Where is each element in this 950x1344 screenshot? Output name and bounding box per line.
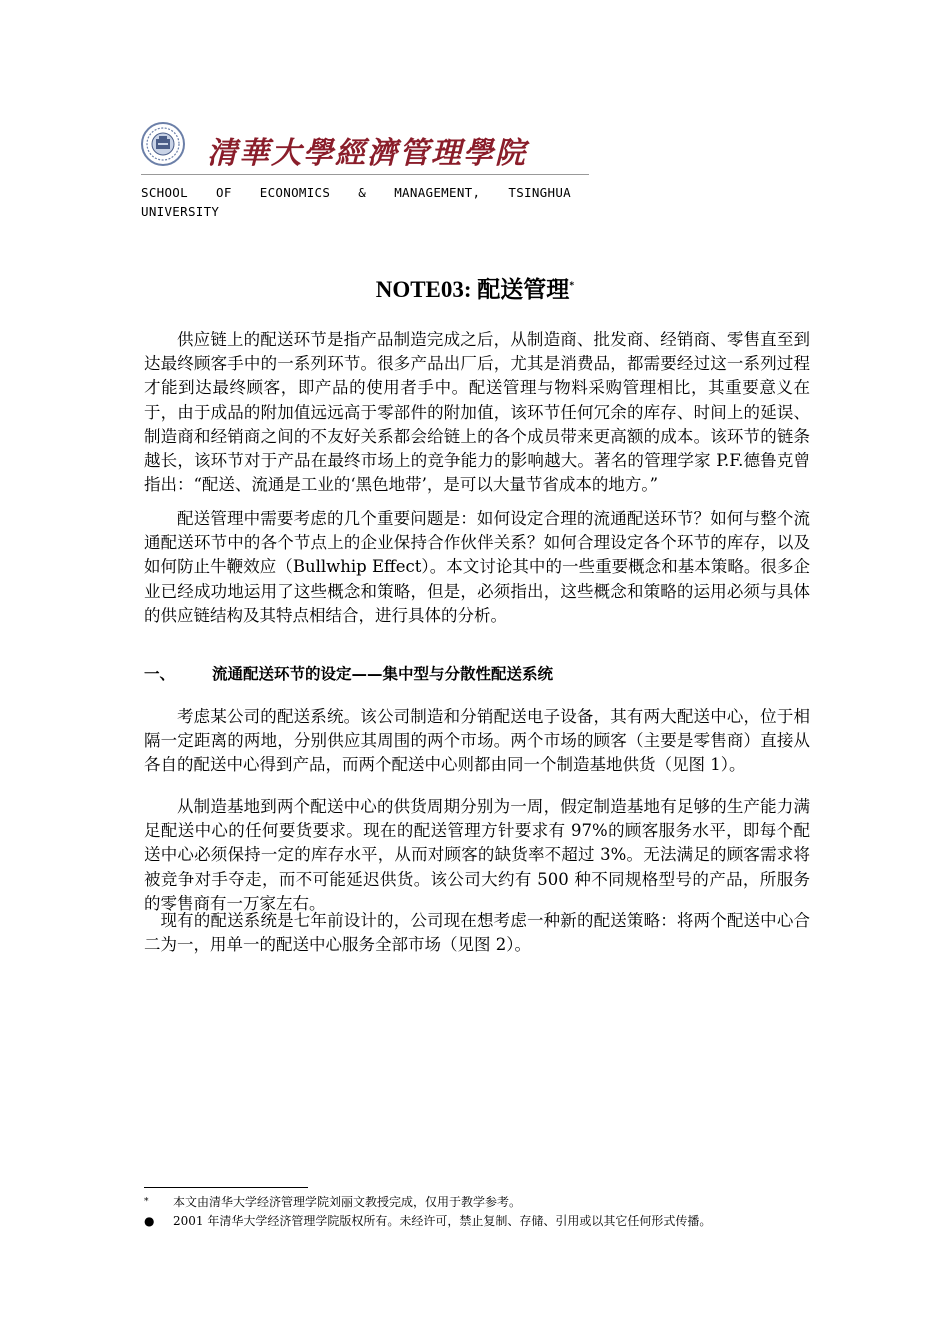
section-heading — [144, 662, 553, 684]
title-text: NOTE03: 配送管理 — [375, 277, 570, 302]
paragraph-1: 供应链上的配送环节是指产品制造完成之后，从制造商、批发商、经销商、零售直至到达最终顾客手中的一系列环节。很多产品出厂后，尤其是消费品，都需要经过这一系列过程才能到达最终顾客，即产品的使用者手中。配送管理与物料采购管理相比，其重要意义在于，由于成品的附加值远远高于零部件的附加值，该环节任何冗余的库存、时间上的延误、制造商和经销商之间的不友好关系都会给链上的各个成员带来更高额的成本。该环节的链条越长，该环节对于产品在最终市场上的竞争能力的影响越大。著名的管理学家 P.F.德鲁克曾指出：“配送、流通是工业的‘黑色地带’，是可以大量节省成本的地方。” — [144, 330, 810, 495]
section-number: 一、 — [144, 665, 176, 683]
university-logo — [141, 122, 591, 170]
paragraph-3: 考虑某公司的配送系统。该公司制造和分销配送电子设备，其有两大配送中心，位于相隔一定距离的两地，分别供应其周围的两个市场。两个市场的顾客（主要是零售商）直接从各自的配送中心得到产品，而两个配送中心则都由同一个制造基地供货（见图 1）。 — [144, 707, 810, 775]
footnote-copyright — [144, 1213, 711, 1229]
header-divider — [141, 174, 589, 175]
footnote-text: 2001 年清华大学经济管理学院版权所有。未经许可，禁止复制、存储、引用或以其它任何形式传播。 — [173, 1214, 712, 1228]
school-name-line1: SCHOOL OF ECONOMICS & MANAGEMENT, TSINGHUA — [141, 185, 571, 200]
logo-wordmark: 清華大學經濟管理學院 — [207, 136, 527, 171]
school-name-line2: UNIVERSITY — [141, 204, 220, 219]
title-footnote-mark: * — [569, 280, 575, 292]
paragraph-5: 现有的配送系统是七年前设计的，公司现在想考虑一种新的配送策略：将两个配送中心合二为一，用单一的配送中心服务全部市场（见图 2）。 — [144, 911, 810, 955]
paragraph-4: 从制造基地到两个配送中心的供货周期分别为一周，假定制造基地有足够的生产能力满足配送中心的任何要货要求。现在的配送管理方针要求有 97%的顾客服务水平，即每个配送中心必须保持一定的库存水平，从而对顾客的缺货率不超过 3%。无法满足的顾客需求将被竞争对手夺走，而不可能延迟供货。该公司大约有 500 种不同规格型号的产品，所服务的零售商有一万家左右。 — [144, 797, 810, 913]
footnote-author — [144, 1194, 521, 1210]
footnote-mark: * — [144, 1197, 149, 1207]
document-title — [0, 271, 950, 304]
bullet-icon: ● — [144, 1214, 155, 1228]
section-title: 流通配送环节的设定——集中型与分散性配送系统 — [212, 665, 554, 683]
footnote-text: 本文由清华大学经济管理学院刘丽文教授完成，仅用于教学参考。 — [173, 1195, 522, 1209]
paragraph-2: 配送管理中需要考虑的几个重要问题是：如何设定合理的流通配送环节？如何与整个流通配送环节中的各个节点上的企业保持合作伙伴关系？如何合理设定各个环节的库存，以及如何防止牛鞭效应（Bullwhip Effect）。本文讨论其中的一些重要概念和基本策略。很多企业已经成功地运用了这些概念和策略，但是，必须指出，这些概念和策略的运用必须与具体的供应链结构及其特点相结合，进行具体的分析。 — [144, 509, 810, 625]
footnote-divider — [144, 1187, 308, 1188]
tsinghua-seal-icon — [141, 122, 185, 166]
